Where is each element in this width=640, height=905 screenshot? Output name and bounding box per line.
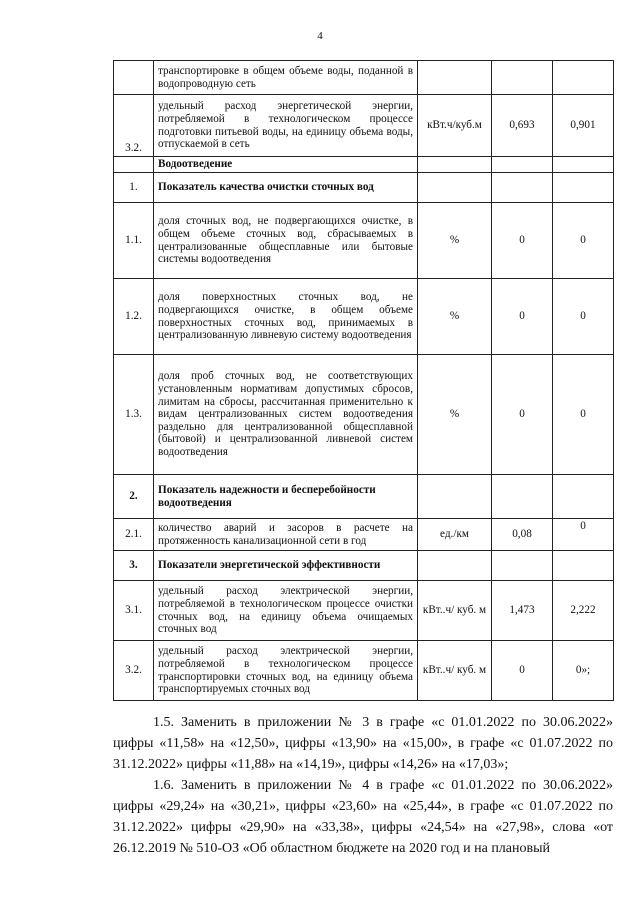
row-number: 2.1. — [114, 519, 154, 551]
row-number — [114, 61, 154, 95]
row-unit: кВт.ч/куб.м — [418, 95, 492, 157]
amendment-paragraphs — [113, 712, 613, 859]
paragraph-1-5: 1.5. Заменить в приложении № 3 в графе «с 01.01.2022 по 30.06.2022» цифры «11,58» на «12,50», цифры «13,90» на «15,00», в графе «с 01.07.2022 по 31.12.2022» цифры «11,88» на «14,19», цифры «14,26» на «17,03»; — [113, 715, 613, 772]
row-value-2 — [553, 475, 614, 519]
row-value-1: 0 — [492, 203, 553, 279]
row-value-1: 0,693 — [492, 95, 553, 157]
row-value-2: 0 — [553, 203, 614, 279]
row-number: 1.1. — [114, 203, 154, 279]
table-row — [114, 519, 614, 551]
row-value-1: 0 — [492, 355, 553, 475]
row-unit: % — [418, 279, 492, 355]
row-unit — [418, 157, 492, 173]
row-number: 3.2. — [114, 641, 154, 701]
table-row — [114, 95, 614, 157]
row-number: 1.2. — [114, 279, 154, 355]
table-row — [114, 355, 614, 475]
section-header-row — [114, 551, 614, 581]
row-value-2: 0 — [553, 355, 614, 475]
page-number: 4 — [317, 30, 323, 42]
row-unit — [418, 61, 492, 95]
row-value-2: 2,222 — [553, 581, 614, 641]
paragraph-1-6: 1.6. Заменить в приложении № 4 в графе «с 01.01.2022 по 30.06.2022» цифры «29,24» на «30,21», цифры «23,60» на «25,44», в графе «с 01.07.2022 по 31.12.2022» цифры «29,90» на «33,38», цифры «24,54» на «27,98», слова «от 26.12.2019 № 510-ОЗ «Об областном бюджете на 2020 год и на плановый — [113, 778, 613, 856]
row-value-2: 0 — [553, 519, 614, 551]
section-title: Показатель качества очистки сточных вод — [154, 173, 418, 203]
row-value-1: 0 — [492, 279, 553, 355]
row-number: 1.3. — [114, 355, 154, 475]
row-value-1 — [492, 551, 553, 581]
row-value-1 — [492, 173, 553, 203]
row-value-1: 0 — [492, 641, 553, 701]
row-description: доля проб сточных вод, не соответствующих установленным нормативам допустимых сбросов, лимитам на сбросы, рассчитанная применительно к видам централизованных систем водоотведения раздельно для централизованной общесплавной (бытовой) и централизованной ливневой систем водоотведения — [154, 355, 418, 475]
row-value-2 — [553, 61, 614, 95]
row-description: доля сточных вод, не подвергающихся очистке, в общем объеме сточных вод, сбрасываемых в централизованные общесплавные или бытовые системы водоотведения — [154, 203, 418, 279]
section-title: Водоотведение — [154, 157, 418, 173]
row-value-2: 0,901 — [553, 95, 614, 157]
row-value-1 — [492, 157, 553, 173]
table-row — [114, 61, 614, 95]
row-value-2 — [553, 157, 614, 173]
row-value-1 — [492, 475, 553, 519]
row-value-2 — [553, 173, 614, 203]
row-number: 3.2. — [114, 95, 154, 157]
row-description: количество аварий и засоров в расчете на протяженность канализационной сети в год — [154, 519, 418, 551]
row-value-2: 0 — [553, 279, 614, 355]
row-number: 1. — [114, 173, 154, 203]
section-header-row — [114, 157, 614, 173]
row-description: доля поверхностных сточных вод, не подвергающихся очистке, в общем объеме поверхностных сточных вод, принимаемых в централизованную ливневую систему водоотведения — [154, 279, 418, 355]
row-number: 3.1. — [114, 581, 154, 641]
row-number — [114, 157, 154, 173]
row-unit: кВт..ч/ куб. м — [418, 641, 492, 701]
table-row — [114, 581, 614, 641]
row-description: удельный расход электрической энергии, потребляемой в технологическом процессе очистки сточных вод, на единицу объема очищаемых сточных вод — [154, 581, 418, 641]
row-unit — [418, 551, 492, 581]
row-value-1 — [492, 61, 553, 95]
row-description: транспортировке в общем объеме воды, поданной в водопроводную сеть — [154, 61, 418, 95]
row-value-2 — [553, 551, 614, 581]
row-number: 2. — [114, 475, 154, 519]
row-unit — [418, 173, 492, 203]
row-unit: % — [418, 355, 492, 475]
row-value-1: 1,473 — [492, 581, 553, 641]
row-value-2: 0»; — [553, 641, 614, 701]
section-header-row — [114, 173, 614, 203]
table-row — [114, 641, 614, 701]
row-number: 3. — [114, 551, 154, 581]
row-value-1: 0,08 — [492, 519, 553, 551]
row-unit: кВт..ч/ куб. м — [418, 581, 492, 641]
row-unit — [418, 475, 492, 519]
row-unit: ед./км — [418, 519, 492, 551]
section-title: Показатели энергетической эффективности — [154, 551, 418, 581]
row-unit: % — [418, 203, 492, 279]
section-header-row — [114, 475, 614, 519]
section-title: Показатель надежности и бесперебойности водоотведения — [154, 475, 418, 519]
table-row — [114, 279, 614, 355]
table-row — [114, 203, 614, 279]
indicators-table — [113, 60, 614, 701]
row-description: удельный расход электрической энергии, потребляемой в технологическом процессе транспортировки сточных вод, на единицу объема транспортируемых сточных вод — [154, 641, 418, 701]
row-description: удельный расход энергетической энергии, потребляемой в технологическом процессе подготовки питьевой воды, на единицу объема воды, отпускаемой в сеть — [154, 95, 418, 157]
